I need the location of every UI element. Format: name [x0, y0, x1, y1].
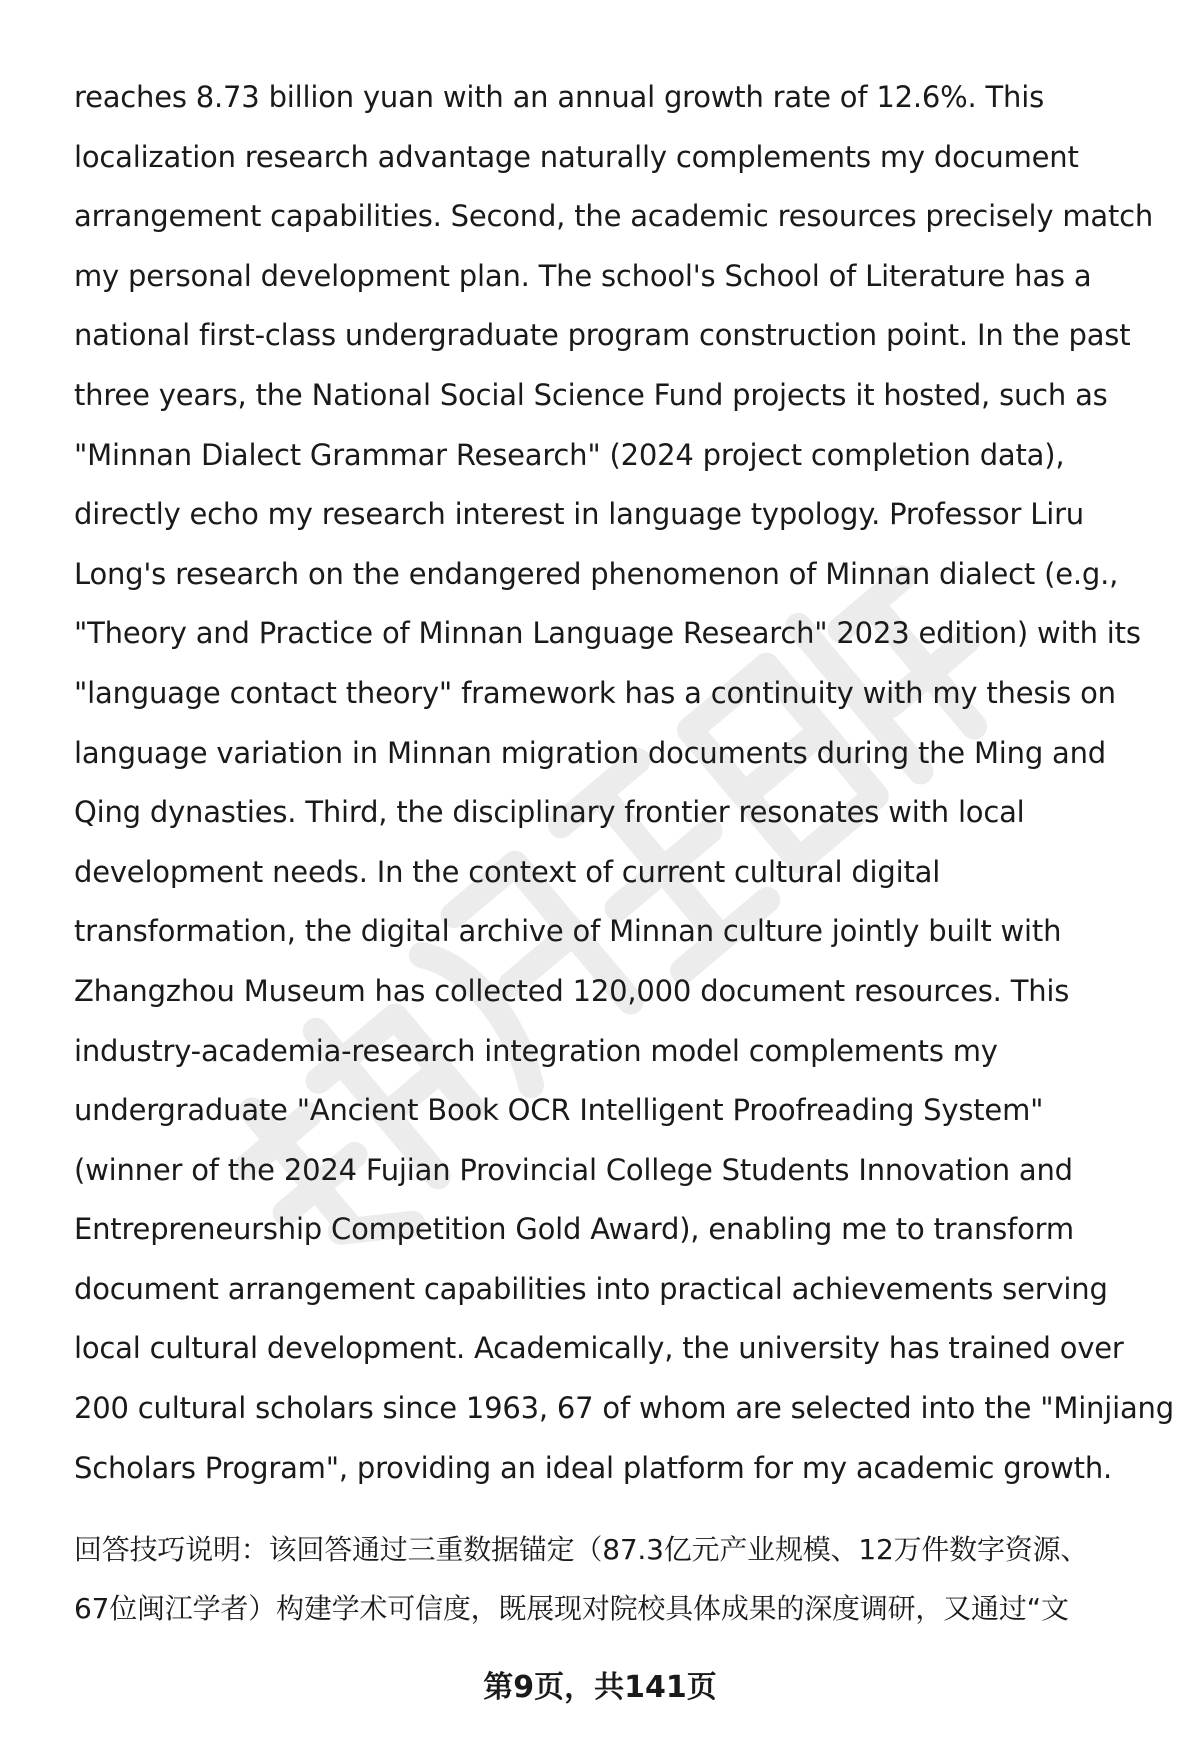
body-line: Zhangzhou Museum has collected 120,000 document resources. This: [74, 973, 1070, 1008]
note-line: 回答技巧说明：该回答通过三重数据锚定（87.3亿元产业规模、12万件数字资源、: [74, 1533, 1089, 1566]
body-paragraph: [74, 68, 1174, 1498]
body-line: national first-class undergraduate program construction point. In the past: [74, 318, 1131, 353]
body-line: Entrepreneurship Competition Gold Award), enabling me to transform: [74, 1212, 1074, 1247]
note-line: 67位闽江学者）构建学术可信度，既展现对院校具体成果的深度调研，又通过“文: [74, 1592, 1069, 1625]
page-number: 第9页，共141页: [483, 1670, 717, 1705]
body-line: localization research advantage naturally complements my document: [74, 139, 1079, 174]
body-line: undergraduate "Ancient Book OCR Intelligent Proofreading System": [74, 1093, 1044, 1128]
body-line: language variation in Minnan migration documents during the Ming and: [74, 735, 1107, 770]
body-line: Qing dynasties. Third, the disciplinary frontier resonates with local: [74, 795, 1025, 830]
body-line: 200 cultural scholars since 1963, 67 of whom are selected into the "Minjiang: [74, 1391, 1174, 1426]
body-line: (winner of the 2024 Fujian Provincial College Students Innovation and: [74, 1152, 1073, 1187]
body-line: Long's research on the endangered phenomenon of Minnan dialect (e.g.,: [74, 556, 1119, 591]
body-line: my personal development plan. The school's School of Literature has a: [74, 258, 1092, 293]
body-line: document arrangement capabilities into practical achievements serving: [74, 1271, 1108, 1306]
body-line: "language contact theory" framework has a continuity with my thesis on: [74, 675, 1116, 710]
body-line: arrangement capabilities. Second, the academic resources precisely match: [74, 199, 1154, 234]
body-line: "Theory and Practice of Minnan Language Research" 2023 edition) with its: [74, 616, 1141, 651]
body-line: "Minnan Dialect Grammar Research" (2024 project completion data),: [74, 437, 1065, 472]
body-line: directly echo my research interest in language typology. Professor Liru: [74, 497, 1084, 532]
body-line: development needs. In the context of current cultural digital: [74, 854, 941, 889]
body-line: industry-academia-research integration model complements my: [74, 1033, 998, 1068]
body-line: transformation, the digital archive of Minnan culture jointly built with: [74, 914, 1062, 949]
body-line: reaches 8.73 billion yuan with an annual growth rate of 12.6%. This: [74, 80, 1044, 114]
body-line: Scholars Program", providing an ideal platform for my academic growth.: [74, 1450, 1113, 1485]
body-line: three years, the National Social Science Fund projects it hosted, such as: [74, 377, 1108, 412]
answer-technique-note: [74, 1520, 1164, 1638]
body-line: local cultural development. Academically, the university has trained over: [74, 1331, 1124, 1366]
